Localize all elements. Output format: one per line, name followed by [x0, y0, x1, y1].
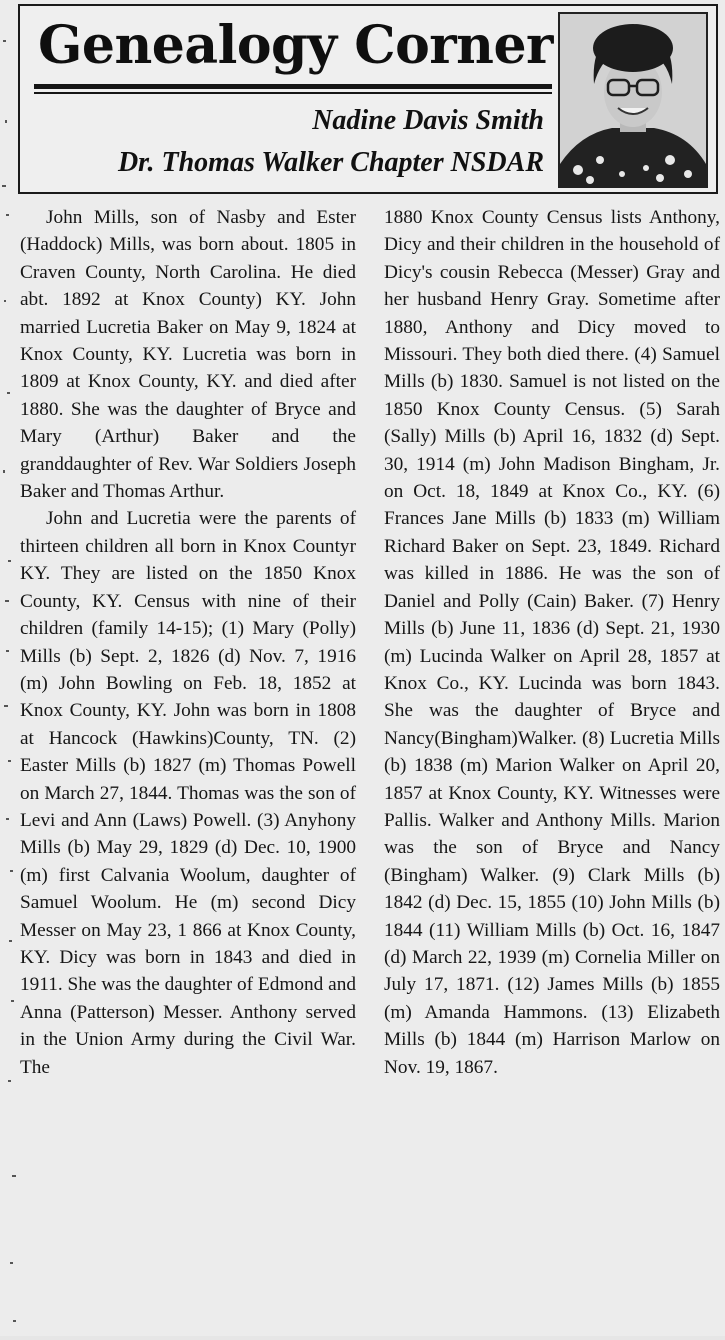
page-title: Genealogy Corner [38, 15, 553, 76]
header-rule-thin [34, 92, 552, 94]
article-column-left [20, 204, 356, 1081]
article-column-right [384, 204, 720, 1081]
article-paragraph: 1880 Knox County Census lists Anthony, Dicy and their children in the household of Dicy's cousin Rebecca (Messer) Gray and her husband Henry Gray. Sometime after 1880, Anthony and Dicy moved to Missouri. They both died there. (4) Samuel Mills (b) 1830. Samuel is not listed on the 1850 Knox County Census. (5) Sarah (Sally) Mills (b) April 16, 1832 (d) Sept. 30, 1914 (m) John Madison Bingham, Jr. on Oct. 18, 1849 at Knox Co., KY. (6) Frances Jane Mills (b) 1833 (m) William Richard Baker on Sept. 23, 1849. Richard was killed in 1886. He was the son of Daniel and Polly (Cain) Baker. (7) Henry Mills (b) June 11, 1836 (d) Sept. 21, 1930 (m) Lucinda Walker on April 28, 1857 at Knox Co., KY. Lucinda was born 1843. She was the daughter of Bryce and Nancy(Bingham)Walker. (8) Lucretia Mills (b) 1838 (m) Marion Walker on April 20, 1857 at Knox County, KY. Witnesses were Pallis. Walker and Anthony Mills. Marion was the son of Bryce and Nancy (Bingham) Walker. (9) Clark Mills (b) 1842 (d) Dec. 15, 1855 (10) John Mills (b) 1844 (11) William Mills (b) Oct. 16, 1847 (d) March 22, 1939 (m) Cornelia Miller on July 17, 1871. (12) James Mills (b) 1855 (m) Amanda Hammons. (13) Elizabeth Mills (b) 1844 (m) Harrison Marlow on Nov. 19, 1867. [384, 207, 720, 1078]
article-paragraph: John Mills, son of Nasby and Ester (Haddock) Mills, was born about. 1805 in Craven County, North Carolina. He died abt. 1892 at Knox County) KY. John married Lucretia Baker on May 9, 1824 at Knox County, KY. Lucretia was born in 1809 at Knox County, KY. and died after 1880. She was the daughter of Bryce and Mary (Arthur) Baker and the granddaughter of Rev. War Soldiers Joseph Baker and Thomas Arthur. [20, 207, 356, 503]
scan-edge-marks [0, 0, 16, 1336]
article-paragraph: John and Lucretia were the parents of thirteen children all born in Knox Countyr KY. They are listed on the 1850 Knox County, KY. Census with nine of their children (family 14-15); (1) Mary (Polly) Mills (b) Sept. 2, 1826 (d) Nov. 7, 1916 (m) John Bowling on Feb. 18, 1852 at Knox County, KY. John was born in 1808 at Hancock (Hawkins)County, TN. (2) Easter Mills (b) 1827 (m) Thomas Powell on March 27, 1844. Thomas was the son of Levi and Ann (Laws) Powell. (3) Anyhony Mills (b) May 29, 1829 (d) Dec. 10, 1900 (m) first Calvania Woolum, daughter of Samuel Woolum. He (m) second Dicy Messer on May 23, 1 866 at Knox County, KY. Dicy was born in 1843 and died in 1911. She was the daughter of Edmond and Anna (Patterson) Messer. Anthony served in the Union Army during the Civil War. The [20, 508, 356, 1078]
header-rule-thick [34, 84, 552, 89]
author-byline: Nadine Davis Smith [312, 105, 544, 136]
article-body [20, 204, 720, 1332]
author-portrait-icon [558, 12, 708, 188]
chapter-byline: Dr. Thomas Walker Chapter NSDAR [117, 147, 544, 178]
column-header [18, 4, 718, 194]
